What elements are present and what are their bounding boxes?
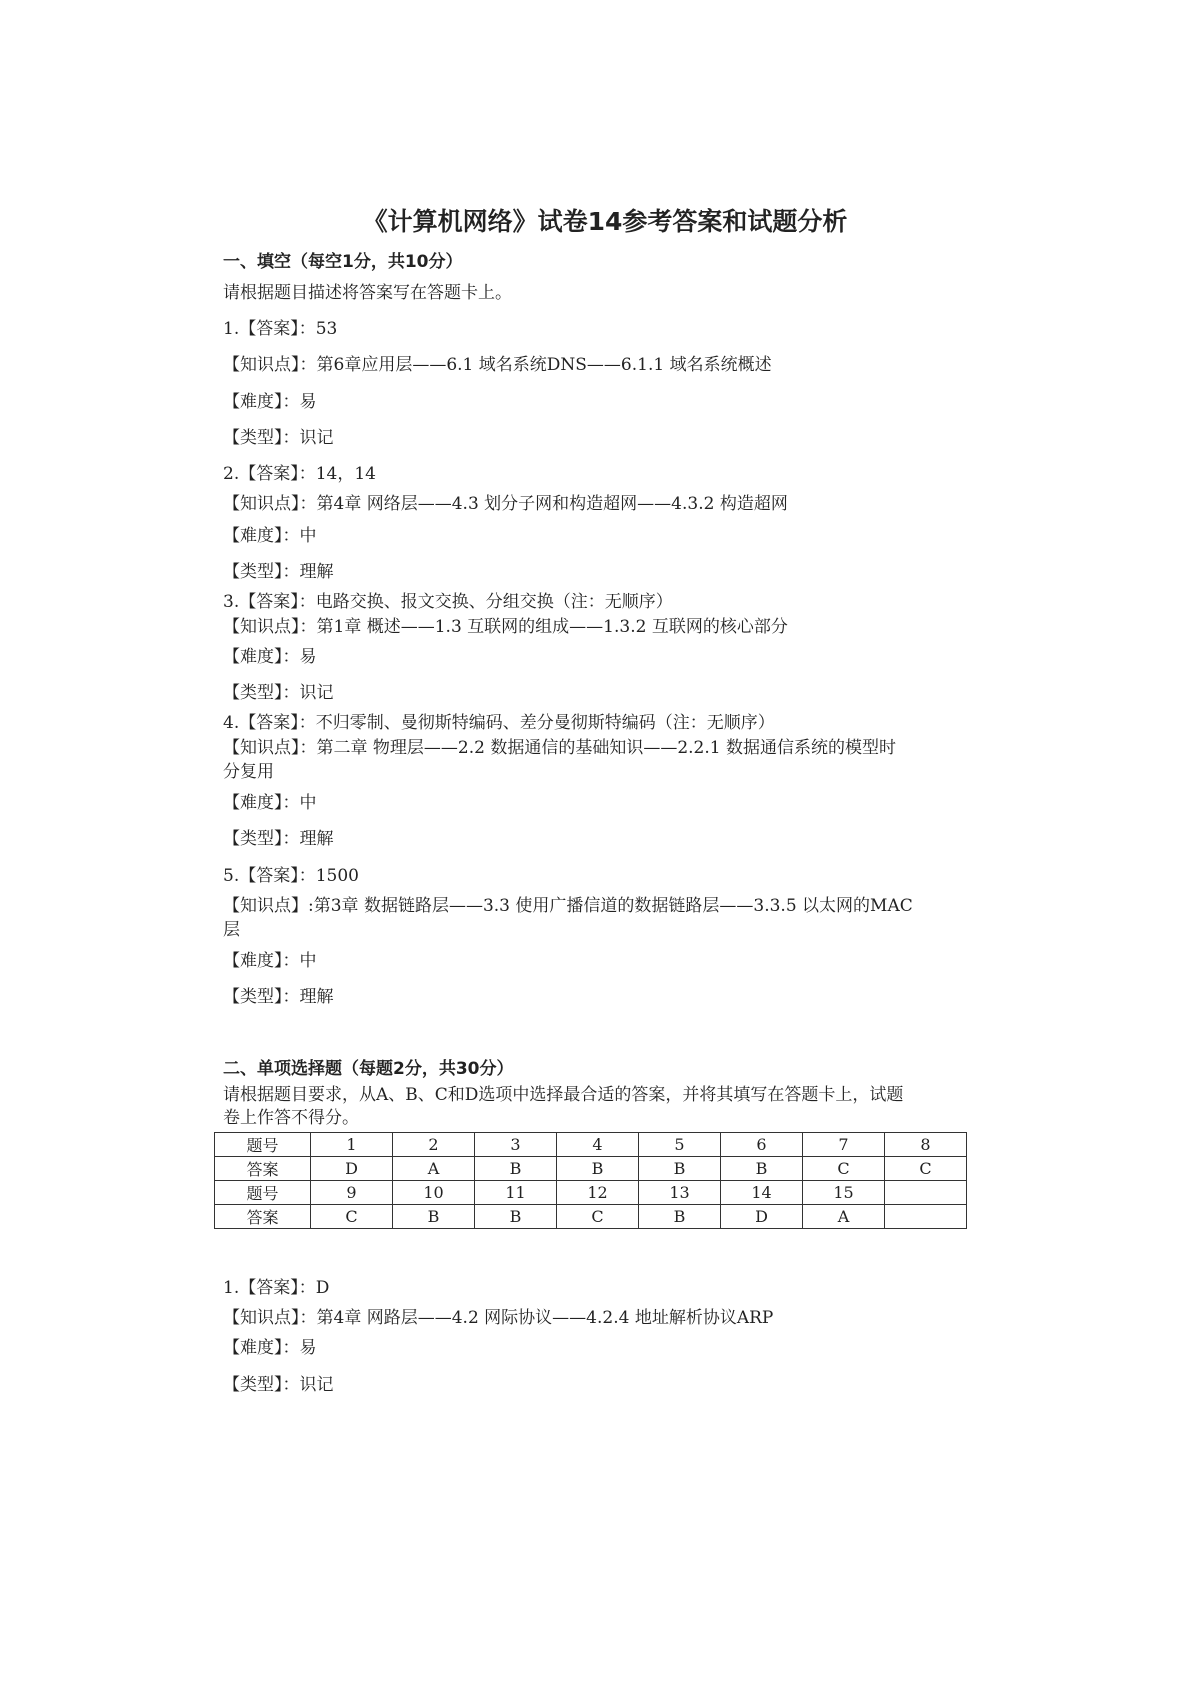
item-kp2: 分复用 [223,762,274,782]
item-kp: 【知识点】:第3章 数据链路层——3.3 使用广播信道的数据链路层——3.3.5 以太网的MAC [223,896,913,916]
table-cell: 5 [639,1133,721,1157]
section2-instruction: 请根据题目要求，从A、B、C和D选项中选择最合适的答案，并将其填写在答题卡上，试题 [223,1085,904,1105]
item-kp: 【知识点】：第6章应用层——6.1 域名系统DNS——6.1.1 域名系统概述 [223,355,772,375]
table-cell: 答案 [215,1157,311,1181]
table-cell: 2 [393,1133,475,1157]
section1-heading: 一、填空（每空1分，共10分） [223,252,463,272]
table-cell: 11 [475,1181,557,1205]
item-diff: 【难度】：易 [223,392,317,412]
item-diff: 【难度】：中 [223,951,317,971]
table-cell: 9 [311,1181,393,1205]
q1-answer: 1.【答案】：D [223,1278,330,1298]
table-row [215,1181,967,1205]
answer-table [214,1132,967,1229]
item-kp: 【知识点】：第二章 物理层——2.2 数据通信的基础知识——2.2.1 数据通信系统的模型时 [223,738,897,758]
table-row [215,1205,967,1229]
q1-type: 【类型】：识记 [223,1375,334,1395]
table-cell: C [803,1157,885,1181]
table-cell: C [885,1157,967,1181]
item-kp: 【知识点】：第1章 概述——1.3 互联网的组成——1.3.2 互联网的核心部分 [223,617,788,637]
table-cell: 4 [557,1133,639,1157]
item-answer: 4.【答案】：不归零制、曼彻斯特编码、差分曼彻斯特编码（注：无顺序） [223,713,775,733]
table-cell: 6 [721,1133,803,1157]
table-cell: B [721,1157,803,1181]
table-cell: 答案 [215,1205,311,1229]
table-cell: A [393,1157,475,1181]
item-type: 【类型】：理解 [223,987,334,1007]
table-cell: B [639,1205,721,1229]
table-cell: C [557,1205,639,1229]
item-type: 【类型】：理解 [223,829,334,849]
item-diff: 【难度】：中 [223,526,317,546]
table-cell: C [311,1205,393,1229]
table-cell: 题号 [215,1181,311,1205]
table-cell: B [557,1157,639,1181]
table-cell: A [803,1205,885,1229]
table-cell: 12 [557,1181,639,1205]
item-answer: 3.【答案】：电路交换、报文交换、分组交换（注：无顺序） [223,592,673,612]
q1-difficulty: 【难度】：易 [223,1338,317,1358]
item-type: 【类型】：理解 [223,562,334,582]
table-cell: B [393,1205,475,1229]
item-type: 【类型】：识记 [223,683,334,703]
table-cell: 7 [803,1133,885,1157]
table-cell: D [311,1157,393,1181]
section2-instruction-cont: 卷上作答不得分。 [223,1108,359,1128]
item-kp2: 层 [223,920,240,940]
item-answer: 5.【答案】：1500 [223,866,359,886]
table-cell [885,1181,967,1205]
item-kp: 【知识点】：第4章 网络层——4.3 划分子网和构造超网——4.3.2 构造超网 [223,494,788,514]
table-row [215,1157,967,1181]
q1-knowledge-point: 【知识点】：第4章 网路层——4.2 网际协议——4.2.4 地址解析协议ARP [223,1308,774,1328]
section2-heading: 二、单项选择题（每题2分，共30分） [223,1059,514,1079]
item-diff: 【难度】：易 [223,647,317,667]
table-cell: 14 [721,1181,803,1205]
item-answer: 1.【答案】：53 [223,319,338,339]
table-cell: 15 [803,1181,885,1205]
table-cell: B [475,1157,557,1181]
page-title: 《计算机网络》试卷14参考答案和试题分析 [362,207,848,236]
table-cell: 8 [885,1133,967,1157]
table-cell: 10 [393,1181,475,1205]
table-cell [885,1205,967,1229]
table-cell: D [721,1205,803,1229]
table-cell: 1 [311,1133,393,1157]
table-cell: 13 [639,1181,721,1205]
table-cell: 题号 [215,1133,311,1157]
table-row [215,1133,967,1157]
section1-instruction: 请根据题目描述将答案写在答题卡上。 [223,283,512,303]
item-type: 【类型】：识记 [223,428,334,448]
table-cell: B [475,1205,557,1229]
table-cell: B [639,1157,721,1181]
item-diff: 【难度】：中 [223,793,317,813]
item-answer: 2.【答案】：14，14 [223,464,376,484]
table-cell: 3 [475,1133,557,1157]
